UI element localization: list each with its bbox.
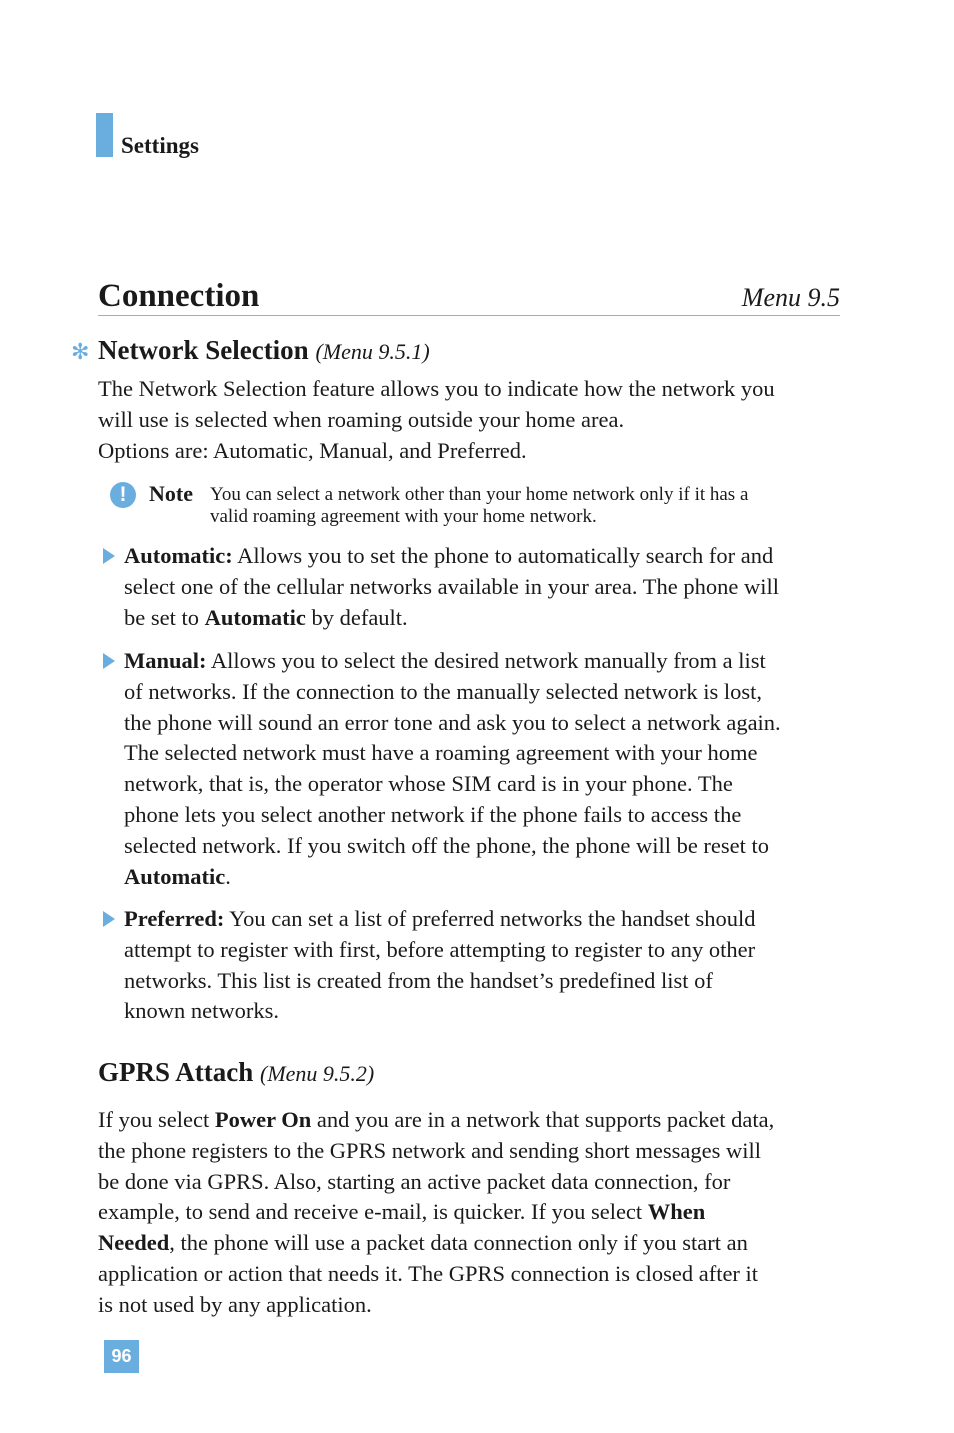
title-divider <box>98 315 840 316</box>
option-manual <box>124 646 844 892</box>
heading-menu-number: (Menu 9.5.1) <box>315 339 430 364</box>
text-line: of networks. If the connection to the manually selected network is lost, <box>124 678 762 704</box>
bold-term: When <box>647 1199 706 1225</box>
text-line: network, that is, the operator whose SIM card is in your phone. The <box>124 771 733 797</box>
note-label: Note <box>149 481 193 506</box>
text-span: , the phone will use a packet data connection only if you start an <box>169 1230 748 1256</box>
text-line: the phone will sound an error tone and ask you to select a network again. <box>124 709 781 735</box>
option-preferred <box>124 904 844 1027</box>
text-line: selected network. If you switch off the phone, the phone will be reset to <box>124 832 770 858</box>
note-text <box>210 484 835 528</box>
term: Preferred: <box>124 906 225 931</box>
text-span: You can set a list of preferred networks the handset should <box>224 906 756 931</box>
text-line: valid roaming agreement with your home network. <box>210 506 597 527</box>
text-line: The selected network must have a roaming agreement with your home <box>124 740 758 766</box>
text-line: Options are: Automatic, Manual, and Preferred. <box>98 437 527 463</box>
term: Manual: <box>124 648 207 673</box>
text-line: You can select a network other than your home network only if it has a <box>210 484 749 505</box>
bullet-triangle-icon <box>103 653 115 669</box>
bold-term: Automatic <box>124 863 226 889</box>
bold-term: Needed <box>98 1230 170 1256</box>
bold-term: Power On <box>214 1107 312 1132</box>
heading-menu-number: (Menu 9.5.2) <box>260 1061 375 1086</box>
text-line: select one of the cellular networks available in your area. The phone will <box>124 573 779 599</box>
text-span: . <box>225 863 231 889</box>
text-line: is not used by any application. <box>98 1291 372 1317</box>
gprs-attach-paragraph <box>98 1105 843 1321</box>
text-line: phone lets you select another network if the phone fails to access the <box>124 801 742 827</box>
text-line: application or action that needs it. The GPRS connection is closed after it <box>98 1260 759 1286</box>
network-selection-heading <box>98 333 430 369</box>
text-line: be done via GPRS. Also, starting an active packet data connection, for <box>98 1168 731 1194</box>
bold-term: Automatic <box>204 604 306 630</box>
gprs-attach-heading <box>98 1055 374 1091</box>
option-automatic <box>124 541 844 633</box>
text-line: will use is selected when roaming outside your home area. <box>98 406 625 432</box>
text-line: The Network Selection feature allows you to indicate how the network you <box>98 376 775 401</box>
heading-text: Network Selection <box>98 335 309 365</box>
section-header: Settings <box>121 133 199 158</box>
text-span: by default. <box>305 604 408 630</box>
text-span: and you are in a network that supports packet data, <box>311 1107 775 1132</box>
asterisk-icon: ✻ <box>71 339 90 364</box>
exclamation-glyph: ! <box>119 483 127 506</box>
text-line: networks. This list is created from the handset’s predefined list of <box>124 967 713 993</box>
network-selection-intro <box>98 374 843 466</box>
text-line: attempt to register with first, before attempting to register to any other <box>124 936 756 962</box>
text-span: Allows you to set the phone to automatically search for and <box>232 543 774 568</box>
exclamation-icon <box>110 482 136 508</box>
header-accent-bar <box>96 113 113 157</box>
title-menu-number: Menu 9.5 <box>741 283 840 312</box>
term: Automatic: <box>124 543 233 568</box>
text-span: example, to send and receive e-mail, is quicker. If you select <box>98 1199 648 1225</box>
page-title: Connection <box>98 278 260 314</box>
text-line: known networks. <box>124 998 279 1024</box>
bullet-triangle-icon <box>103 911 115 927</box>
text-span: Allows you to select the desired network manually from a list <box>206 648 766 673</box>
heading-text: GPRS Attach <box>98 1057 254 1087</box>
page-number: 96 <box>104 1340 139 1373</box>
text-span: be set to <box>124 604 205 630</box>
bullet-triangle-icon <box>103 548 115 564</box>
text-line: the phone registers to the GPRS network and sending short messages will <box>98 1137 762 1163</box>
text-span: If you select <box>98 1107 215 1132</box>
